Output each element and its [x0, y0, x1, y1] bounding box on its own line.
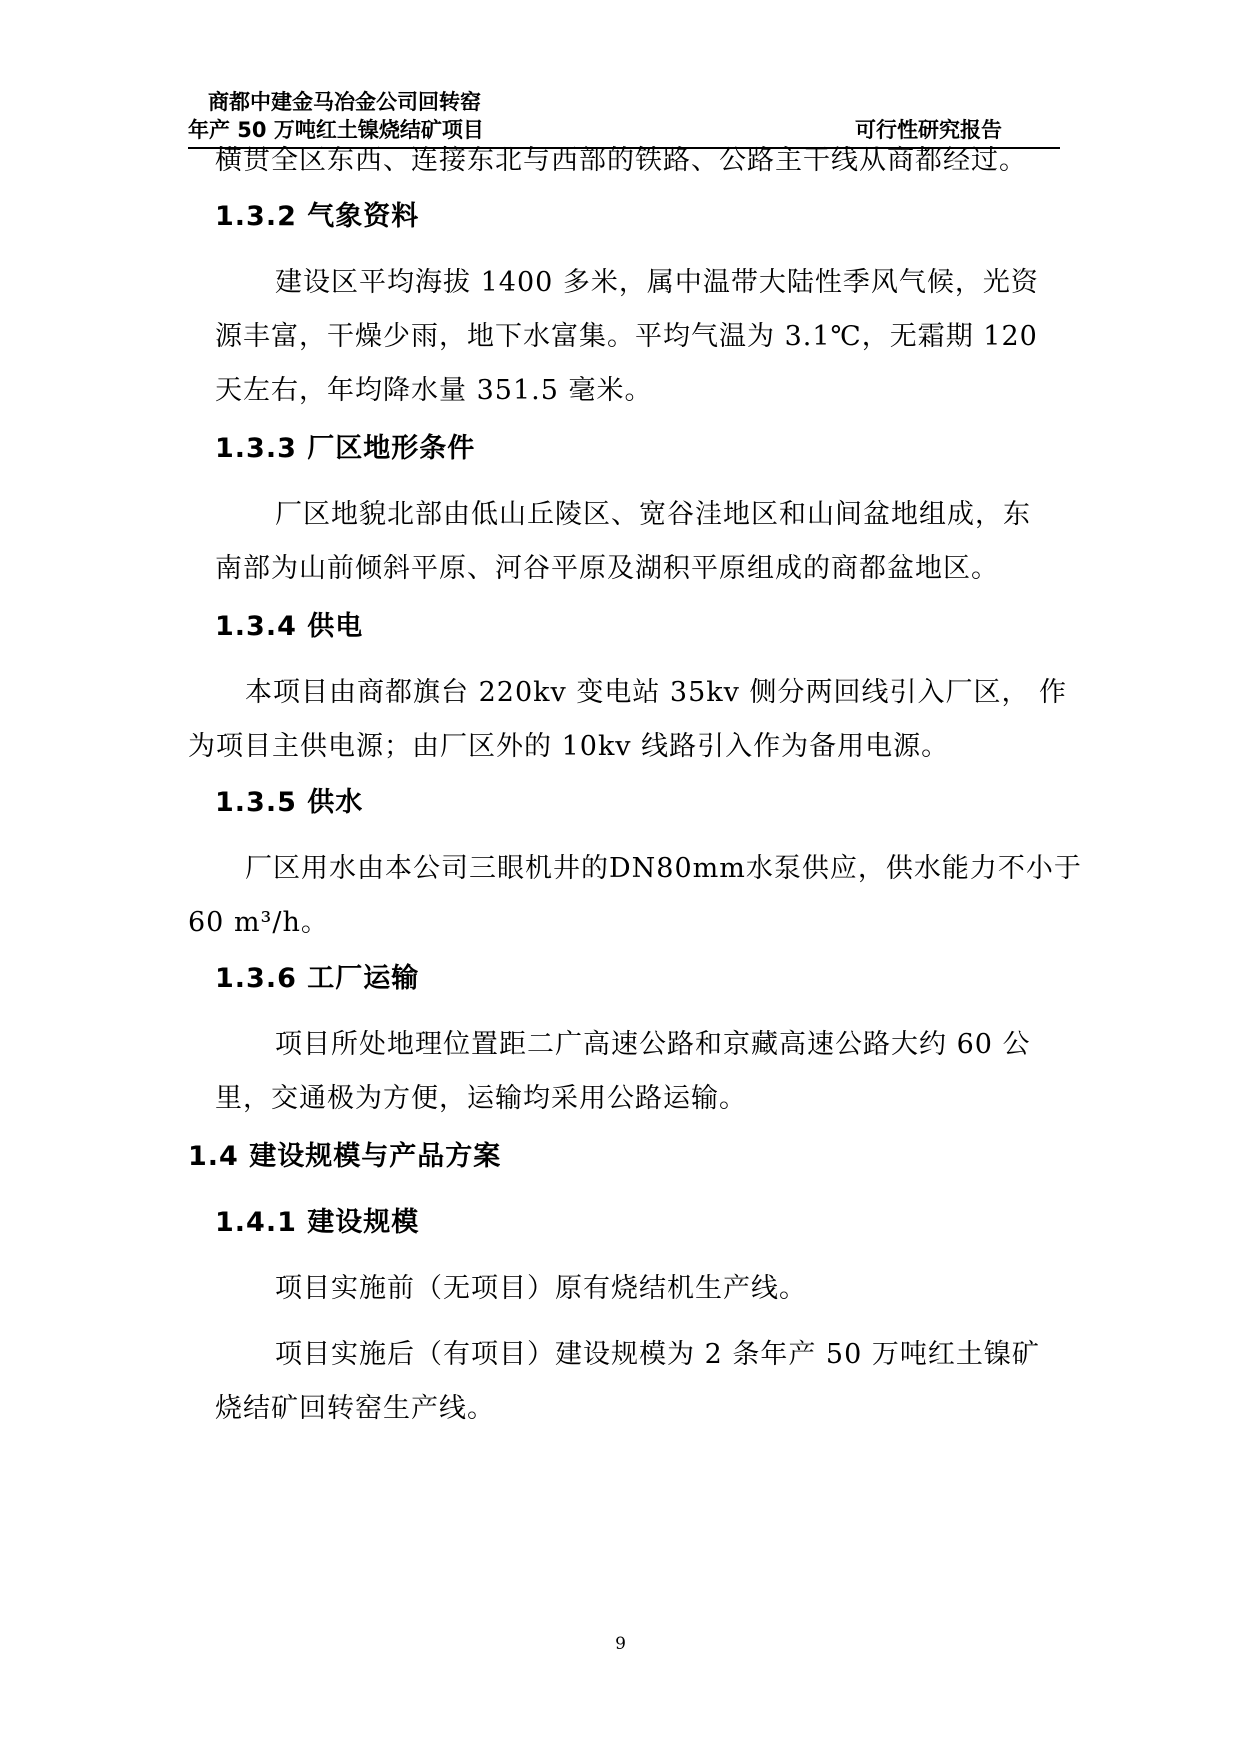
page-number: 9 [615, 1634, 626, 1654]
paragraph-line: 为项目主供电源；由厂区外的 10kv 线路引入作为备用电源。 [188, 731, 950, 762]
header-company: 商都中建金马冶金公司回转窑 [208, 90, 481, 114]
page-header [188, 88, 1060, 144]
section-heading-1-3-3: 1.3.3 厂区地形条件 [215, 433, 476, 464]
paragraph-line: 烧结矿回转窑生产线。 [215, 1393, 495, 1424]
section-heading-1-3-6: 1.3.6 工厂运输 [215, 963, 420, 994]
paragraph-line: 项目所处地理位置距二广高速公路和京藏高速公路大约 60 公 [275, 1029, 1031, 1060]
section-heading-1-4: 1.4 建设规模与产品方案 [188, 1141, 502, 1172]
paragraph-line: 源丰富，干燥少雨，地下水富集。平均气温为 3.1℃，无霜期 120 [215, 321, 1038, 352]
header-report-type: 可行性研究报告 [855, 118, 1002, 142]
paragraph-line: 建设区平均海拔 1400 多米，属中温带大陆性季风气候，光资 [275, 267, 1039, 298]
paragraph-line: 项目实施前（无项目）原有烧结机生产线。 [275, 1273, 807, 1304]
paragraph-line: 横贯全区东西、连接东北与西部的铁路、公路主干线从商都经过。 [215, 145, 1027, 176]
paragraph-line: 60 m³/h。 [188, 907, 329, 938]
paragraph-line: 里，交通极为方便，运输均采用公路运输。 [215, 1083, 747, 1114]
header-project: 年产 50 万吨红土镍烧结矿项目 [188, 118, 484, 142]
section-heading-1-3-4: 1.3.4 供电 [215, 611, 364, 642]
paragraph-line: 厂区地貌北部由低山丘陵区、宽谷洼地区和山间盆地组成，东 [275, 499, 1031, 530]
paragraph-line: 项目实施后（有项目）建设规模为 2 条年产 50 万吨红土镍矿 [275, 1339, 1040, 1370]
paragraph-line: 厂区用水由本公司三眼机井的DN80mm水泵供应，供水能力不小于 [245, 853, 1082, 884]
paragraph-line: 本项目由商都旗台 220kv 变电站 35kv 侧分两回线引入厂区， 作 [245, 677, 1068, 708]
paragraph-line: 南部为山前倾斜平原、河谷平原及湖积平原组成的商都盆地区。 [215, 553, 999, 584]
paragraph-line: 天左右，年均降水量 351.5 毫米。 [215, 375, 653, 406]
section-heading-1-3-2: 1.3.2 气象资料 [215, 201, 420, 232]
section-heading-1-4-1: 1.4.1 建设规模 [215, 1207, 420, 1238]
section-heading-1-3-5: 1.3.5 供水 [215, 787, 364, 818]
